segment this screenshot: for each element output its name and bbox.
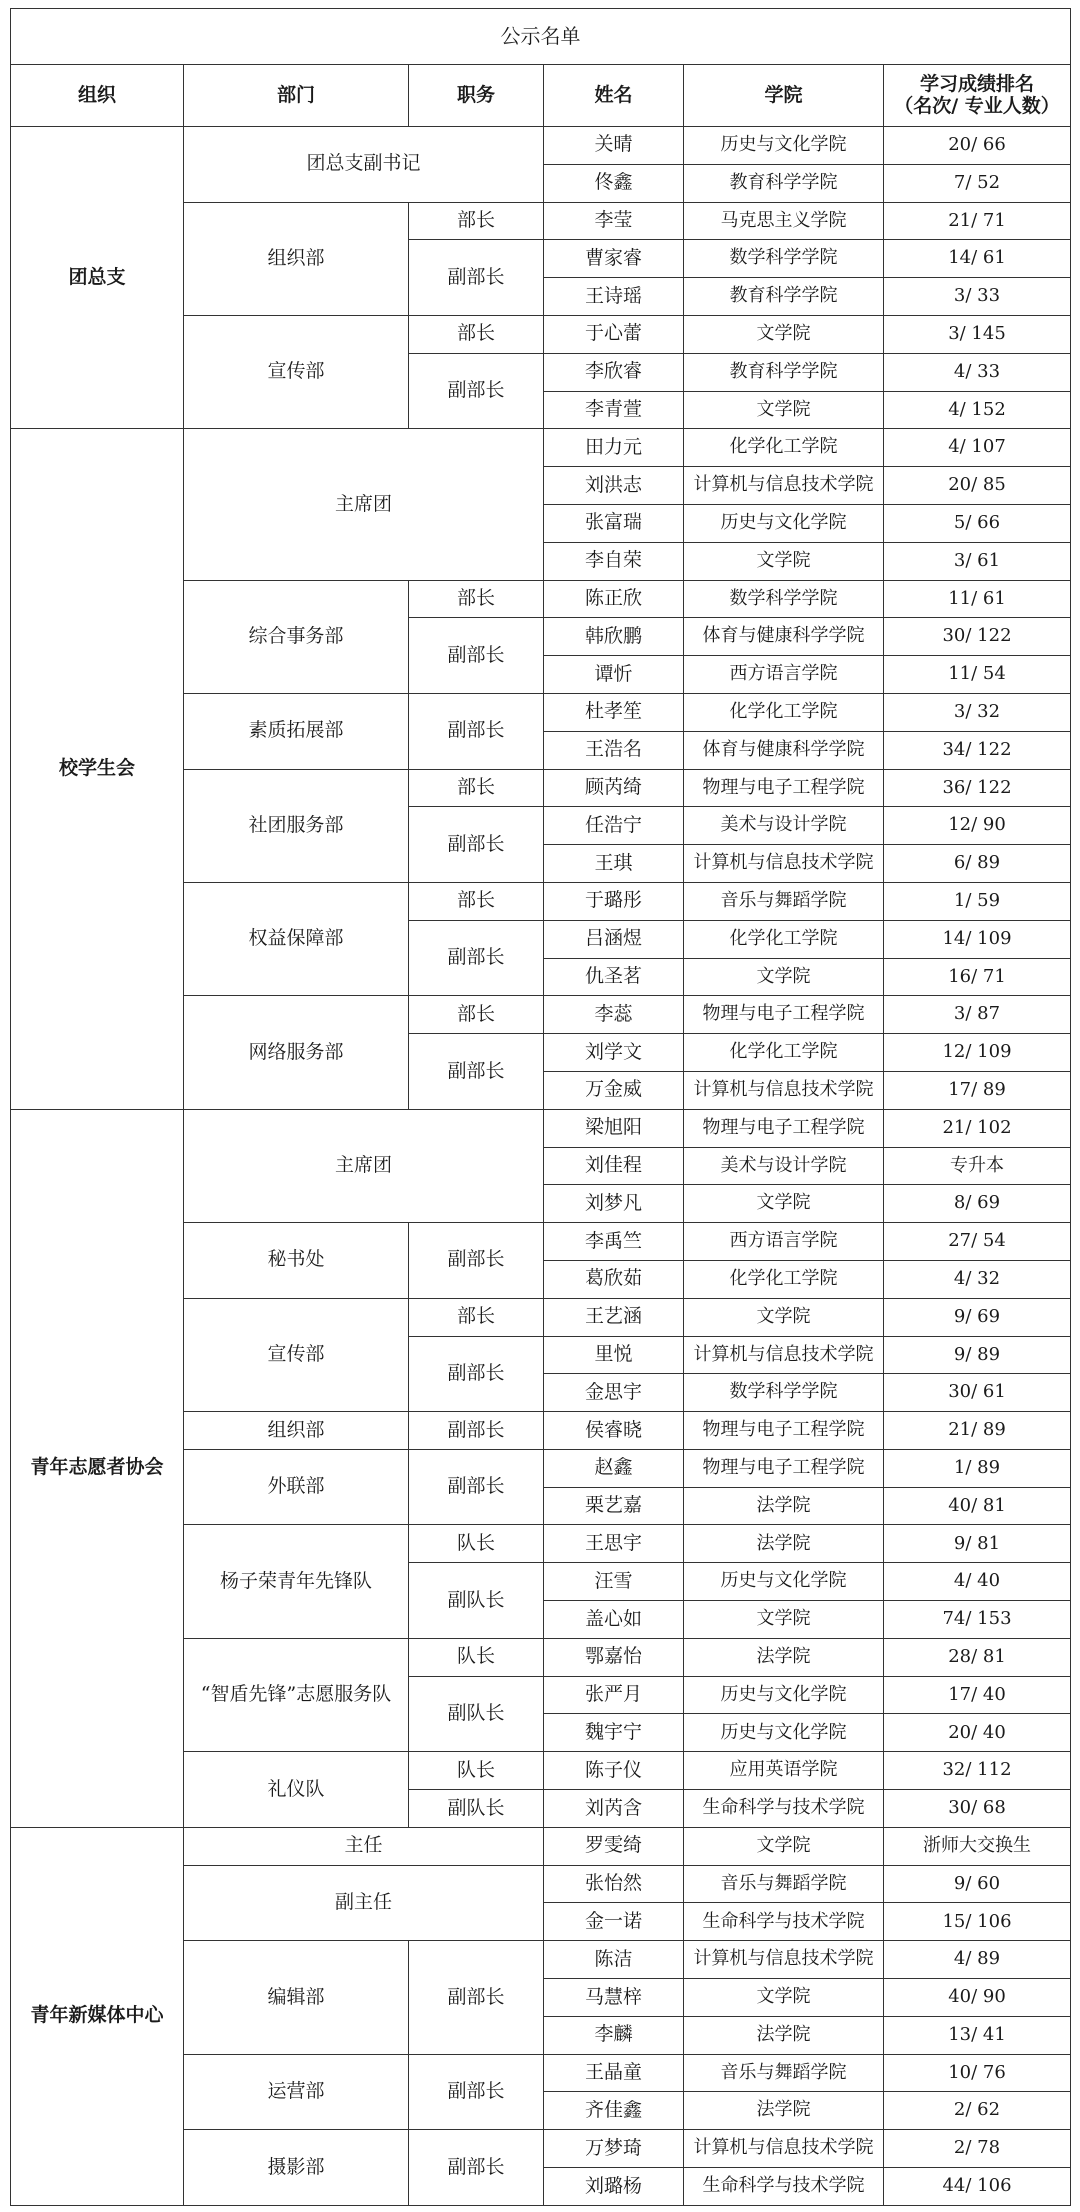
position-cell: 副部长 (409, 1336, 544, 1412)
col-header-college: 学院 (684, 65, 884, 127)
name-cell: 万梦琦 (544, 2130, 684, 2168)
name-cell: 刘璐杨 (544, 2168, 684, 2206)
name-cell: 里悦 (544, 1336, 684, 1374)
position-cell: 副部长 (409, 240, 544, 316)
rank-cell: 20/ 40 (884, 1714, 1071, 1752)
dept-cell: 秘书处 (184, 1223, 409, 1299)
college-cell: 化学化工学院 (684, 1260, 884, 1298)
position-cell: 部长 (409, 202, 544, 240)
table-row (11, 429, 1071, 467)
name-cell: 王浩名 (544, 731, 684, 769)
rank-cell: 10/ 76 (884, 2054, 1071, 2092)
position-cell: 队长 (409, 1638, 544, 1676)
position-cell: 副部长 (409, 353, 544, 429)
college-cell: 马克思主义学院 (684, 202, 884, 240)
rank-cell: 4/ 152 (884, 391, 1071, 429)
rank-cell: 3/ 33 (884, 278, 1071, 316)
college-cell: 音乐与舞蹈学院 (684, 882, 884, 920)
name-cell: 于璐彤 (544, 882, 684, 920)
name-cell: 李蕊 (544, 996, 684, 1034)
position-cell: 副部长 (409, 2054, 544, 2130)
dept-cell: 宣传部 (184, 315, 409, 428)
rank-cell: 21/ 102 (884, 1109, 1071, 1147)
name-cell: 王晶童 (544, 2054, 684, 2092)
org-cell: 校学生会 (11, 429, 184, 1109)
rank-cell: 2/ 62 (884, 2092, 1071, 2130)
name-cell: 陈洁 (544, 1941, 684, 1979)
name-cell: 刘学文 (544, 1034, 684, 1072)
dept-cell: 权益保障部 (184, 882, 409, 995)
name-cell: 谭忻 (544, 656, 684, 694)
rank-cell: 4/ 107 (884, 429, 1071, 467)
dept-cell: 主席团 (184, 1109, 544, 1222)
position-cell: 副部长 (409, 1941, 544, 2054)
rank-cell: 14/ 61 (884, 240, 1071, 278)
name-cell: 李莹 (544, 202, 684, 240)
col-header-org: 组织 (11, 65, 184, 127)
dept-cell: 杨子荣青年先锋队 (184, 1525, 409, 1638)
rank-cell: 17/ 40 (884, 1676, 1071, 1714)
dept-cell: 组织部 (184, 202, 409, 315)
name-cell: 王艺涵 (544, 1298, 684, 1336)
college-cell: 西方语言学院 (684, 656, 884, 694)
college-cell: 计算机与信息技术学院 (684, 845, 884, 883)
college-cell: 计算机与信息技术学院 (684, 1941, 884, 1979)
college-cell: 生命科学与技术学院 (684, 2168, 884, 2206)
name-cell: 金一诺 (544, 1903, 684, 1941)
position-cell: 部长 (409, 580, 544, 618)
college-cell: 历史与文化学院 (684, 1714, 884, 1752)
name-cell: 葛欣茹 (544, 1260, 684, 1298)
rank-cell: 1/ 59 (884, 882, 1071, 920)
dept-cell: “智盾先锋”志愿服务队 (184, 1638, 409, 1751)
college-cell: 物理与电子工程学院 (684, 996, 884, 1034)
college-cell: 文学院 (684, 958, 884, 996)
position-cell: 部长 (409, 996, 544, 1034)
college-cell: 音乐与舞蹈学院 (684, 2054, 884, 2092)
college-cell: 文学院 (684, 391, 884, 429)
dept-cell: 编辑部 (184, 1941, 409, 2054)
college-cell: 法学院 (684, 1525, 884, 1563)
rank-cell: 14/ 109 (884, 920, 1071, 958)
rank-cell: 34/ 122 (884, 731, 1071, 769)
dept-cell: 副主任 (184, 1865, 544, 1941)
name-cell: 万金威 (544, 1071, 684, 1109)
dept-cell: 社团服务部 (184, 769, 409, 882)
name-cell: 马慧梓 (544, 1979, 684, 2017)
name-cell: 梁旭阳 (544, 1109, 684, 1147)
college-cell: 生命科学与技术学院 (684, 1790, 884, 1828)
name-cell: 李欣睿 (544, 353, 684, 391)
name-cell: 侯睿晓 (544, 1412, 684, 1450)
college-cell: 化学化工学院 (684, 1034, 884, 1072)
rank-cell: 2/ 78 (884, 2130, 1071, 2168)
name-cell: 李麟 (544, 2016, 684, 2054)
col-header-position: 职务 (409, 65, 544, 127)
name-cell: 张富瑞 (544, 504, 684, 542)
rank-cell: 36/ 122 (884, 769, 1071, 807)
name-cell: 齐佳鑫 (544, 2092, 684, 2130)
position-cell: 副部长 (409, 807, 544, 883)
college-cell: 物理与电子工程学院 (684, 1109, 884, 1147)
position-cell: 副部长 (409, 1412, 544, 1450)
college-cell: 文学院 (684, 1827, 884, 1865)
college-cell: 法学院 (684, 2092, 884, 2130)
name-cell: 汪雪 (544, 1563, 684, 1601)
name-cell: 曹家睿 (544, 240, 684, 278)
org-cell: 团总支 (11, 127, 184, 429)
rank-cell: 20/ 66 (884, 127, 1071, 165)
name-cell: 吕涵煜 (544, 920, 684, 958)
name-cell: 栗艺嘉 (544, 1487, 684, 1525)
position-cell: 副部长 (409, 1449, 544, 1525)
org-cell: 青年新媒体中心 (11, 1827, 184, 2205)
dept-cell: 礼仪队 (184, 1752, 409, 1828)
name-cell: 王琪 (544, 845, 684, 883)
name-cell: 顾芮绮 (544, 769, 684, 807)
rank-cell: 3/ 87 (884, 996, 1071, 1034)
position-cell: 部长 (409, 769, 544, 807)
dept-cell: 网络服务部 (184, 996, 409, 1109)
college-cell: 文学院 (684, 1601, 884, 1639)
rank-cell: 27/ 54 (884, 1223, 1071, 1261)
college-cell: 计算机与信息技术学院 (684, 467, 884, 505)
college-cell: 教育科学学院 (684, 353, 884, 391)
college-cell: 教育科学学院 (684, 164, 884, 202)
position-cell: 副部长 (409, 920, 544, 996)
dept-cell: 运营部 (184, 2054, 409, 2130)
college-cell: 生命科学与技术学院 (684, 1903, 884, 1941)
rank-cell: 30/ 122 (884, 618, 1071, 656)
table-row (11, 1109, 1071, 1147)
dept-cell: 团总支副书记 (184, 127, 544, 203)
rank-cell: 6/ 89 (884, 845, 1071, 883)
rank-cell: 21/ 89 (884, 1412, 1071, 1450)
rank-cell: 9/ 69 (884, 1298, 1071, 1336)
position-cell: 副部长 (409, 1223, 544, 1299)
table-row (11, 127, 1071, 165)
college-cell: 历史与文化学院 (684, 504, 884, 542)
college-cell: 美术与设计学院 (684, 1147, 884, 1185)
college-cell: 计算机与信息技术学院 (684, 1071, 884, 1109)
rank-cell: 4/ 40 (884, 1563, 1071, 1601)
rank-cell: 16/ 71 (884, 958, 1071, 996)
rank-cell: 30/ 61 (884, 1374, 1071, 1412)
position-cell: 副队长 (409, 1676, 544, 1752)
college-cell: 物理与电子工程学院 (684, 769, 884, 807)
col-header-name: 姓名 (544, 65, 684, 127)
name-cell: 韩欣鹏 (544, 618, 684, 656)
college-cell: 文学院 (684, 1185, 884, 1223)
college-cell: 数学科学学院 (684, 1374, 884, 1412)
table-body (11, 127, 1071, 2206)
position-cell: 队长 (409, 1525, 544, 1563)
college-cell: 应用英语学院 (684, 1752, 884, 1790)
rank-cell: 浙师大交换生 (884, 1827, 1071, 1865)
col-header-rank-line1: 学习成绩排名 (919, 72, 1034, 95)
position-cell: 副部长 (409, 618, 544, 694)
name-cell: 刘芮含 (544, 1790, 684, 1828)
rank-cell: 专升本 (884, 1147, 1071, 1185)
name-cell: 于心蕾 (544, 315, 684, 353)
position-cell: 副部长 (409, 1034, 544, 1110)
dept-cell: 摄影部 (184, 2130, 409, 2206)
name-cell: 关晴 (544, 127, 684, 165)
col-header-rank-line2: （名次/ 专业人数） (894, 94, 1060, 117)
col-header-rank (884, 65, 1071, 127)
rank-cell: 12/ 90 (884, 807, 1071, 845)
name-cell: 陈正欣 (544, 580, 684, 618)
org-cell: 青年志愿者协会 (11, 1109, 184, 1827)
name-cell: 金思宇 (544, 1374, 684, 1412)
name-cell: 王思宇 (544, 1525, 684, 1563)
name-cell: 李禹竺 (544, 1223, 684, 1261)
name-cell: 陈子仪 (544, 1752, 684, 1790)
rank-cell: 11/ 54 (884, 656, 1071, 694)
name-cell: 赵鑫 (544, 1449, 684, 1487)
rank-cell: 28/ 81 (884, 1638, 1071, 1676)
position-cell: 部长 (409, 882, 544, 920)
dept-cell: 组织部 (184, 1412, 409, 1450)
college-cell: 历史与文化学院 (684, 1563, 884, 1601)
rank-cell: 9/ 60 (884, 1865, 1071, 1903)
name-cell: 佟鑫 (544, 164, 684, 202)
dept-cell: 主任 (184, 1827, 544, 1865)
college-cell: 化学化工学院 (684, 920, 884, 958)
college-cell: 数学科学学院 (684, 240, 884, 278)
college-cell: 数学科学学院 (684, 580, 884, 618)
rank-cell: 21/ 71 (884, 202, 1071, 240)
rank-cell: 4/ 32 (884, 1260, 1071, 1298)
name-cell: 魏宇宁 (544, 1714, 684, 1752)
college-cell: 物理与电子工程学院 (684, 1412, 884, 1450)
college-cell: 文学院 (684, 542, 884, 580)
rank-cell: 3/ 145 (884, 315, 1071, 353)
college-cell: 教育科学学院 (684, 278, 884, 316)
table-row (11, 1827, 1071, 1865)
dept-cell: 外联部 (184, 1449, 409, 1525)
college-cell: 计算机与信息技术学院 (684, 2130, 884, 2168)
rank-cell: 13/ 41 (884, 2016, 1071, 2054)
college-cell: 物理与电子工程学院 (684, 1449, 884, 1487)
college-cell: 历史与文化学院 (684, 1676, 884, 1714)
rank-cell: 7/ 52 (884, 164, 1071, 202)
dept-cell: 主席团 (184, 429, 544, 580)
rank-cell: 20/ 85 (884, 467, 1071, 505)
name-cell: 张怡然 (544, 1865, 684, 1903)
rank-cell: 11/ 61 (884, 580, 1071, 618)
college-cell: 化学化工学院 (684, 693, 884, 731)
rank-cell: 3/ 61 (884, 542, 1071, 580)
rank-cell: 9/ 81 (884, 1525, 1071, 1563)
college-cell: 法学院 (684, 2016, 884, 2054)
name-cell: 任浩宁 (544, 807, 684, 845)
name-cell: 田力元 (544, 429, 684, 467)
name-cell: 王诗瑶 (544, 278, 684, 316)
rank-cell: 8/ 69 (884, 1185, 1071, 1223)
col-header-dept: 部门 (184, 65, 409, 127)
name-cell: 刘洪志 (544, 467, 684, 505)
name-cell: 刘梦凡 (544, 1185, 684, 1223)
position-cell: 部长 (409, 315, 544, 353)
college-cell: 西方语言学院 (684, 1223, 884, 1261)
college-cell: 化学化工学院 (684, 429, 884, 467)
position-cell: 副队长 (409, 1790, 544, 1828)
college-cell: 法学院 (684, 1638, 884, 1676)
roster-table (10, 8, 1071, 2206)
rank-cell: 12/ 109 (884, 1034, 1071, 1072)
college-cell: 文学院 (684, 315, 884, 353)
dept-cell: 素质拓展部 (184, 693, 409, 769)
name-cell: 张严月 (544, 1676, 684, 1714)
rank-cell: 32/ 112 (884, 1752, 1071, 1790)
rank-cell: 40/ 90 (884, 1979, 1071, 2017)
name-cell: 杜孝笙 (544, 693, 684, 731)
college-cell: 体育与健康科学学院 (684, 731, 884, 769)
position-cell: 队长 (409, 1752, 544, 1790)
college-cell: 音乐与舞蹈学院 (684, 1865, 884, 1903)
position-cell: 副部长 (409, 693, 544, 769)
position-cell: 副部长 (409, 2130, 544, 2206)
rank-cell: 74/ 153 (884, 1601, 1071, 1639)
college-cell: 文学院 (684, 1979, 884, 2017)
college-cell: 美术与设计学院 (684, 807, 884, 845)
rank-cell: 9/ 89 (884, 1336, 1071, 1374)
position-cell: 部长 (409, 1298, 544, 1336)
rank-cell: 40/ 81 (884, 1487, 1071, 1525)
rank-cell: 15/ 106 (884, 1903, 1071, 1941)
college-cell: 计算机与信息技术学院 (684, 1336, 884, 1374)
dept-cell: 综合事务部 (184, 580, 409, 693)
name-cell: 盖心如 (544, 1601, 684, 1639)
name-cell: 李青萱 (544, 391, 684, 429)
name-cell: 罗雯绮 (544, 1827, 684, 1865)
rank-cell: 44/ 106 (884, 2168, 1071, 2206)
name-cell: 鄂嘉怡 (544, 1638, 684, 1676)
dept-cell: 宣传部 (184, 1298, 409, 1411)
college-cell: 体育与健康科学学院 (684, 618, 884, 656)
rank-cell: 3/ 32 (884, 693, 1071, 731)
rank-cell: 1/ 89 (884, 1449, 1071, 1487)
rank-cell: 4/ 89 (884, 1941, 1071, 1979)
rank-cell: 4/ 33 (884, 353, 1071, 391)
name-cell: 李自荣 (544, 542, 684, 580)
rank-cell: 30/ 68 (884, 1790, 1071, 1828)
college-cell: 文学院 (684, 1298, 884, 1336)
name-cell: 仇圣茗 (544, 958, 684, 996)
college-cell: 历史与文化学院 (684, 127, 884, 165)
name-cell: 刘佳程 (544, 1147, 684, 1185)
rank-cell: 17/ 89 (884, 1071, 1071, 1109)
position-cell: 副队长 (409, 1563, 544, 1639)
rank-cell: 5/ 66 (884, 504, 1071, 542)
college-cell: 法学院 (684, 1487, 884, 1525)
table-title: 公示名单 (11, 9, 1071, 65)
